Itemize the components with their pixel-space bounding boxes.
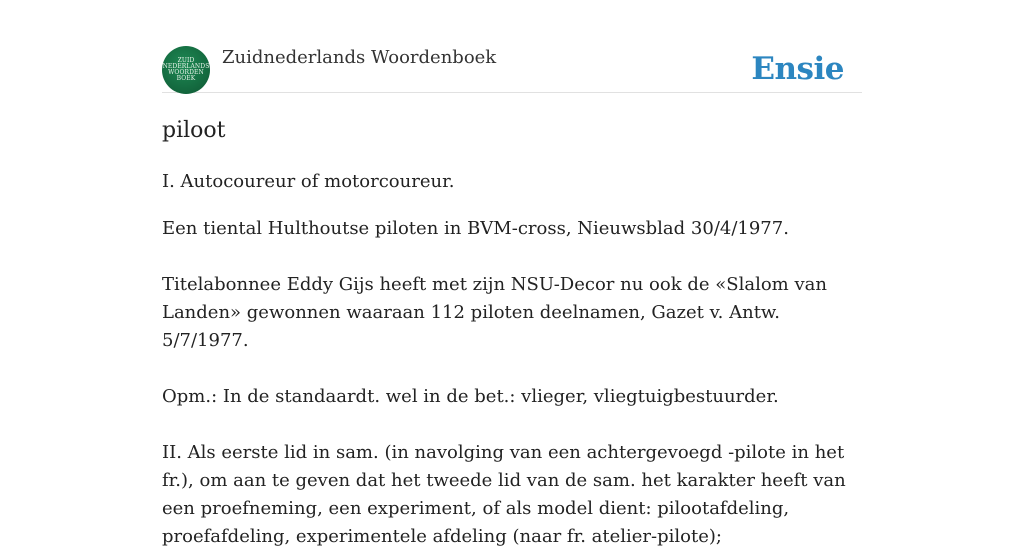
entry-headword: piloot bbox=[162, 118, 226, 143]
example-paragraph: Titelabonnee Eddy Gijs heeft met zijn NSU-Decor nu ook de «Slalom van Landen» gewonnen waaraan 112 piloten deelnamen, Gazet v. Antw. 5/7/1977. bbox=[162, 274, 827, 351]
logo-line-4: BOEK bbox=[176, 75, 196, 82]
example-paragraph: Een tiental Hulthoutse piloten in BVM-cross, Nieuwsblad 30/4/1977. bbox=[162, 218, 789, 239]
ensie-logo[interactable]: Ensie bbox=[751, 51, 844, 87]
logo-line-2: NEDERLANDS bbox=[162, 63, 210, 70]
site-header bbox=[162, 46, 862, 93]
definition-paragraph: II. Als eerste lid in sam. (in navolging van een achtergevoegd -pilote in het fr.), om aan te geven dat het tweede lid van de sam. het karakter heeft van een proefneming, een experiment, of als model dient: pilootafdeling, proefafdeling, experimentele afdeling (naar fr. atelier-pilote); bbox=[162, 442, 846, 547]
entry-content bbox=[162, 112, 862, 551]
source-title[interactable]: Zuidnederlands Woordenboek bbox=[222, 47, 497, 68]
dictionary-logo[interactable] bbox=[162, 46, 210, 94]
logo-line-3: WOORDEN bbox=[168, 69, 204, 76]
definition-paragraph: I. Autocoureur of motorcoureur. bbox=[162, 171, 455, 192]
logo-line-1: ZUID bbox=[177, 57, 195, 64]
note-paragraph: Opm.: In de standaardt. wel in de bet.: vlieger, vliegtuigbestuurder. bbox=[162, 386, 779, 407]
